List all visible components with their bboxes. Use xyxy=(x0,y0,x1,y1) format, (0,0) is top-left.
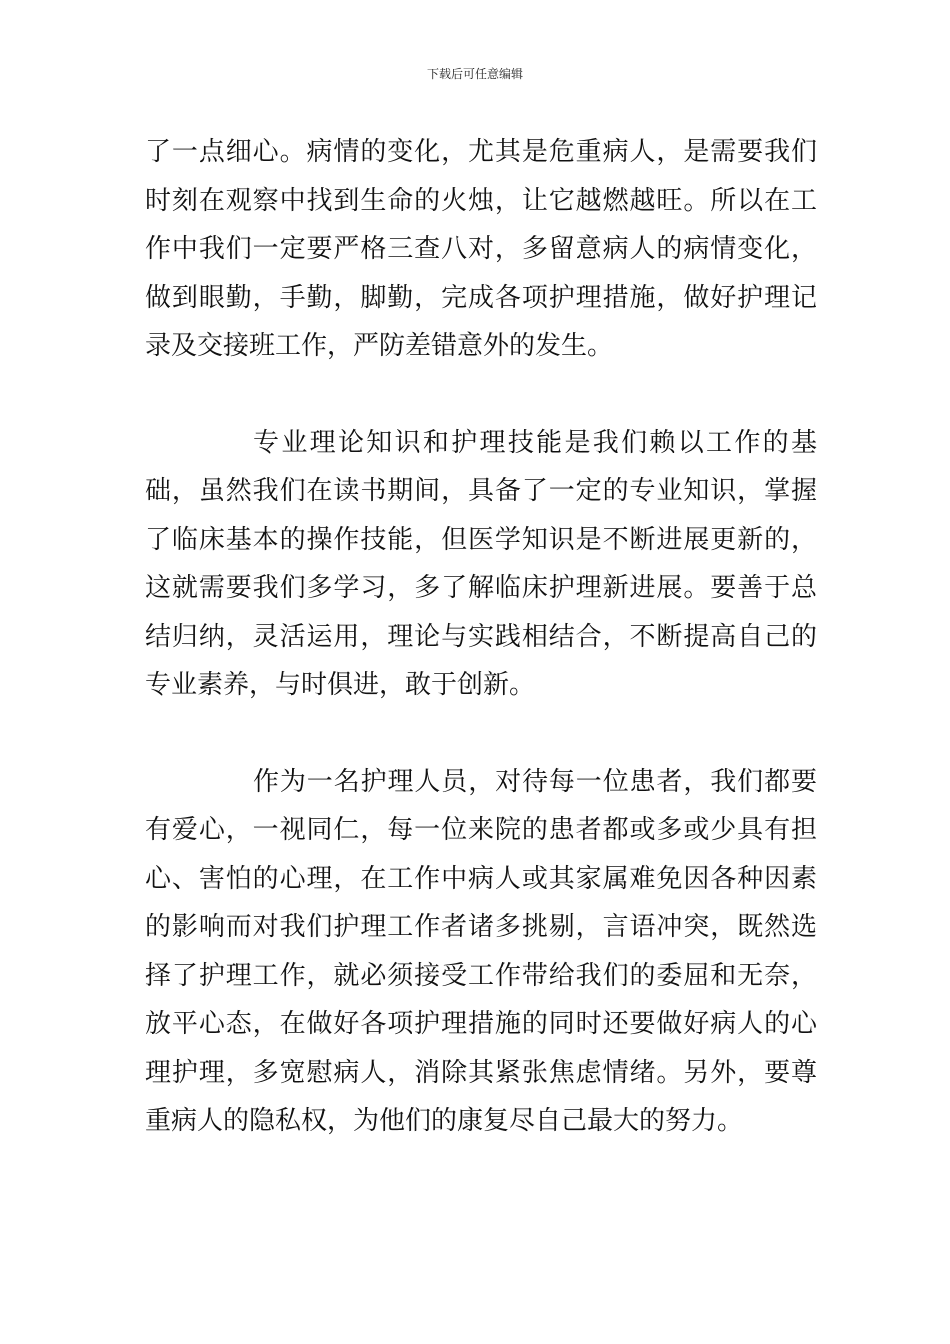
paragraph-professional-knowledge: 专业理论知识和护理技能是我们赖以工作的基础，虽然我们在读书期间，具备了一定的专业知识，掌握了临床基本的操作技能，但医学知识是不断进展更新的，这就需要我们多学习，多了解临床护理新进展。要善于总结归纳，灵活运用，理论与实践相结合，不断提高自己的专业素养，与时俱进，敢于创新。 xyxy=(145,427,817,700)
page-header: 下载后可任意编辑 xyxy=(426,67,523,81)
document-body xyxy=(145,128,817,1146)
paragraph-continuation: 了一点细心。病情的变化，尤其是危重病人，是需要我们时刻在观察中找到生命的火烛，让它越燃越旺。所以在工作中我们一定要严格三查八对，多留意病人的病情变化，做到眼勤，手勤，脚勤，完成各项护理措施，做好护理记录及交接班工作，严防差错意外的发生。 xyxy=(145,137,817,361)
paragraph-patient-care: 作为一名护理人员，对待每一位患者，我们都要有爱心，一视同仁，每一位来院的患者都或多或少具有担心、害怕的心理，在工作中病人或其家属难免因各种因素的影响而对我们护理工作者诸多挑剔，言语冲突，既然选择了护理工作，就必须接受工作带给我们的委屈和无奈，放平心态，在做好各项护理措施的同时还要做好病人的心理护理，多宽慰病人，消除其紧张焦虑情绪。另外，要尊重病人的隐私权，为他们的康复尽自己最大的努力。 xyxy=(145,766,817,1136)
